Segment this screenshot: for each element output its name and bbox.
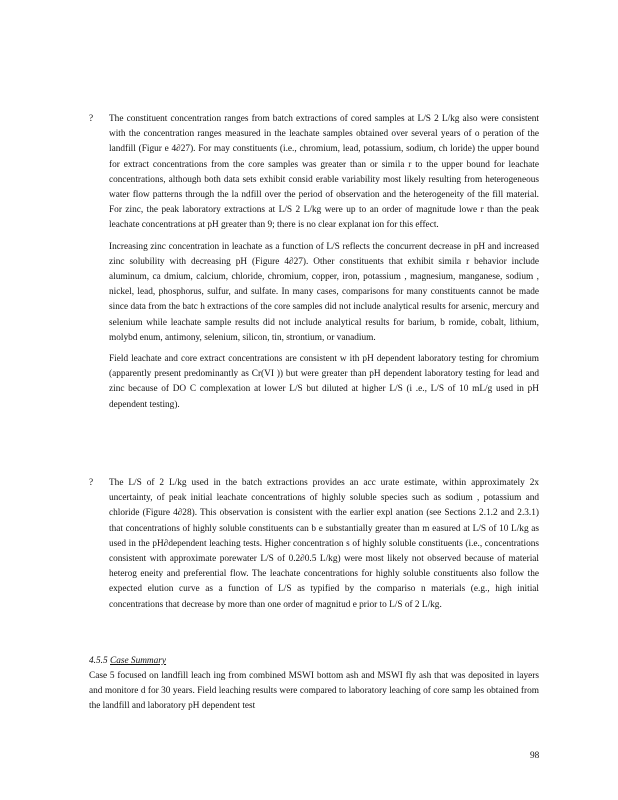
paragraph: The constituent concentration ranges from batch extractions of cored samples at L/S 2 L/kg also were consistent with the concentration ranges measured in the leachate samples obtained over several years of o peration of the landfill (Figur e 4∂27). For may constituents (i.e., chromium, lead, potassium, sodium, ch loride) the upper bound for extract concentrations from the core samples was greater than or simila r to the upper bound for leachate concentrations, although both data sets exhibit consid erable variability most likely resulting from heterogeneous water flow patterns through the la ndfill over the period of observation and the heterogeneity of the fill material. For zinc, the peak laboratory extractions at L/S 2 L/kg were up to an order of magnitude lowe r than the peak leachate concentrations at pH greater than 9; there is no clear explanat ion for this effect.: [109, 114, 539, 231]
page-number: 98: [530, 751, 540, 761]
section-body: Case 5 focused on landfill leach ing from combined MSWI bottom ash and MSWI fly ash that was deposited in layers and monitore d for 30 years. Field leaching results were compared to laboratory leaching of core samp les obtained from the landfill and laboratory pH dependent test: [89, 671, 539, 712]
bullet-body: [109, 476, 539, 619]
section-title: Case Summary: [110, 656, 167, 666]
section-number: 4.5.5: [89, 656, 108, 666]
bullet-body: [109, 112, 539, 419]
paragraph: Field leachate and core extract concentrations are consistent w ith pH dependent laboratory testing for chromium (apparently present predominantly as Cr(VI )) but were greater than pH dependent laboratory testing for lead and zinc because of DO C complexation at lower L/S but diluted at higher L/S (i .e., L/S of 10 mL/g used in pH dependent testing).: [109, 354, 539, 410]
bullet-marker: ?: [89, 478, 94, 488]
paragraph: Increasing zinc concentration in leachate as a function of L/S reflects the concurrent decrease in pH and increased zinc solubility with decreasing pH (Figure 4∂27). Other constituents that exhibit simila r behavior include aluminum, ca dmium, calcium, chloride, chromium, copper, iron, potassium , magnesium, manganese, sodium , nickel, lead, phosphorus, sulfur, and sulfate. In many cases, comparisons for many constituents cannot be made since data from the batc h extractions of the core samples did not include analytical results for arsenic, mercury and selenium while leachate sample results did not include analytical results for barium, b romide, cobalt, lithium, molybd enum, antimony, selenium, silicon, tin, strontium, or vanadium.: [109, 241, 539, 343]
paragraph: The L/S of 2 L/kg used in the batch extractions provides an acc urate estimate, within approximately 2x uncertainty, of peak initial leachate concentrations of highly soluble species such as sodium , potassium and chloride (Figure 4∂28). This observation is consistent with the earlier expl anation (see Sections 2.1.2 and 2.3.1) that concentrations of highly soluble constituents can b e substantially greater than m easured at L/S of 10 L/kg as used in the pH∂dependent leaching tests. Higher concentration s of highly soluble constituents (i.e., concentrations consistent with approximate porewater L/S of 0.2∂0.5 L/kg) were most likely not observed because of material heterog eneity and preferential flow. The leachate concentrations for highly soluble constituents also follow the expected elution curve as a function of L/S as typified by the compariso n materials (e.g., high initial concentrations that decrease by more than one order of magnitud e prior to L/S of 2 L/kg.: [109, 478, 539, 610]
bullet-marker: ?: [89, 114, 94, 124]
